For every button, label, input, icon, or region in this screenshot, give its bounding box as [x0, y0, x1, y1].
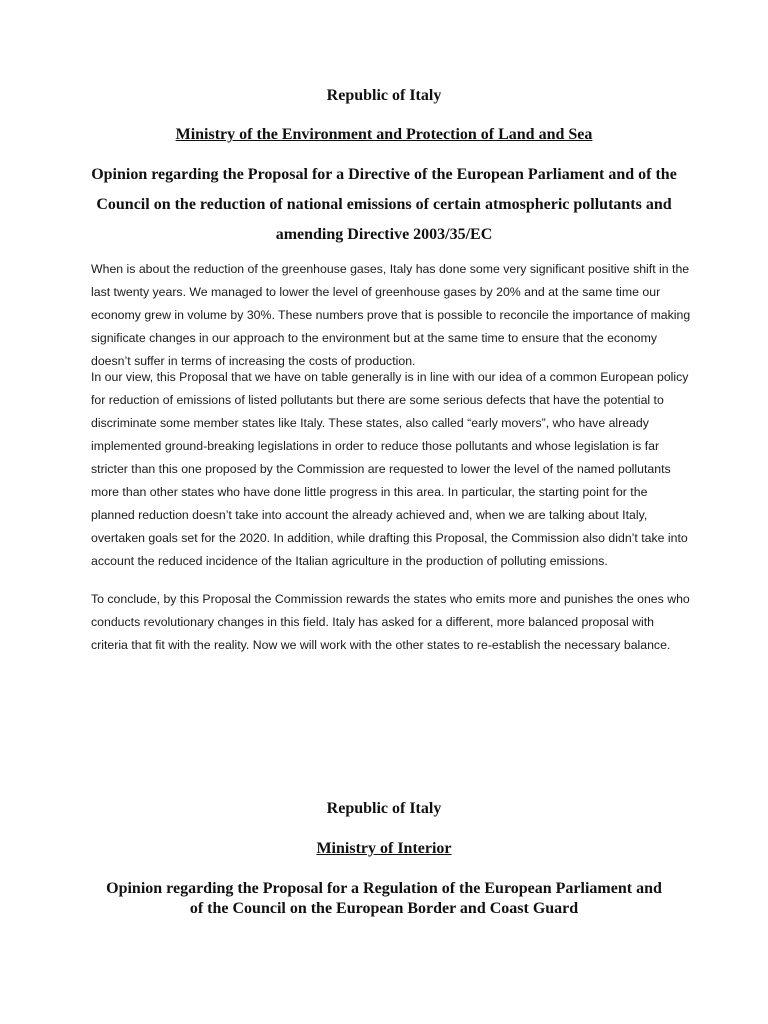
ministry-heading: Ministry of the Environment and Protection of Land and Sea — [175, 126, 593, 143]
paragraph-proposal-view: In our view, this Proposal that we have on table generally is in line with our idea of a common European policy for reduction of emissions of listed pollutants but there are some serious defects that have the potential to discriminate some member states like Italy. These states, also called “early movers”, who have already implemented ground-breaking legislations in order to reduce those pollutants and whose legislation is far stricter than this one proposed by the Commission are requested to lower the level of the named pollutants more than other states who have done little progress in this area. In particular, the starting point for the planned reduction doesn’t take into account the already achieved and, when we are talking about Italy, overtaken goals set for the 2020. In addition, while drafting this Proposal, the Commission also didn’t take into account the reduced incidence of the Italian agriculture in the production of polluting emissions. — [91, 370, 689, 568]
country-heading-2: Republic of Italy — [326, 800, 442, 817]
ministry-heading-2: Ministry of Interior — [316, 840, 452, 857]
country-heading: Republic of Italy — [326, 87, 442, 104]
paragraph-conclusion: To conclude, by this Proposal the Commission rewards the states who emits more and punishes the ones who conducts revolutionary changes in this field. Italy has asked for a different, more balanced proposal with criteria that fit with the reality. Now we will work with the other states to re-establish the necessary balance. — [91, 592, 690, 652]
paragraph-greenhouse: When is about the reduction of the greenhouse gases, Italy has done some very significant positive shift in the last twenty years. We managed to lower the level of greenhouse gases by 20% and at the same time our economy grew in volume by 30%. These numbers prove that is possible to reconcile the importance of making significate changes in our approach to the environment but at the same time to ensure that the economy doesn’t suffer in terms of increasing the costs of production. — [91, 262, 691, 368]
opinion-title-2: Opinion regarding the Proposal for a Regulation of the European Parliament and of the Council on the European Border and Coast Guard — [106, 880, 662, 917]
opinion-title: Opinion regarding the Proposal for a Directive of the European Parliament and of the Council on the reduction of national emissions of certain atmospheric pollutants and amending Directive 2003/35/EC — [91, 166, 677, 243]
